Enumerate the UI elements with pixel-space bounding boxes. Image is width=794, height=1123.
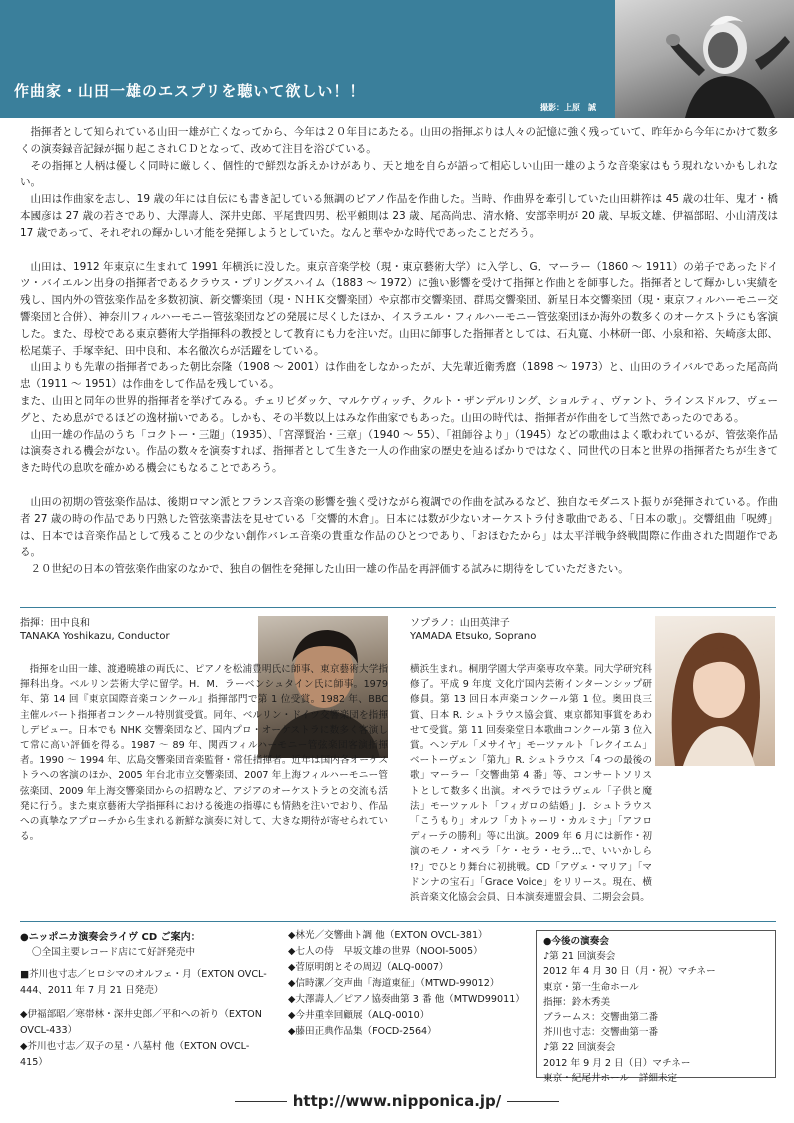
- concerts-heading: ●今後の演奏会: [543, 936, 609, 947]
- discography-list-2: [288, 928, 530, 1040]
- essay-paragraph: 山田の初期の管弦楽作品は、後期ロマン派とフランス音楽の影響を強く受けながら複調での作曲を試みるなど、独自なモダニスト振りが発揮されている。作曲者 27 歳の時の作品であり円熟した管弦楽書法を見せている「交響的木倉」。日本には数が少ないオーケストラ付き歌曲である、「日本の歌」。交響組曲「呪縛」は、日本では音楽作品として残ることの少ない創作バレエ音楽の貴重な作品のひとつであり、「おほむたから」は太平洋戦争終戦間際に作曲された問題作である。: [20, 495, 778, 559]
- conductor-bio: 指揮を山田一雄、渡邉曉雄の両氏に、ピアノを松浦豊明氏に師事、東京藝術大学指揮科出身。ベルリン芸術大学に留学。H．M．ラーベンシュタイン氏に師事。1979 年、第 14 回『東京国際音楽コンクール』指揮部門で第 1 位受賞。1982 年、BBC 主催ルパート指揮者コンクール特別賞受賞。同年、ベルリン・ドイツ交響楽団を指揮しデビュー。日本でも NHK 交響楽団など、国内プロ・オーケストラに数多く客演して常に高い評価を得る。1987 ～ 89 年、関西フィルハーモニー管弦楽団客演指揮者。1990 ～ 1994 年、広島交響楽団音楽監督・常任指揮者。近年は国内各オーケストラへの客演のほか、2005 年台北市立交響楽団、2007 年上海フィルハーモニー管弦楽団、2009 年上海交響楽団からの招聘など、アジアのオーケストラとの交流も活発に行う。また東京藝術大学指揮科における後進の指導にも情熱を注いでおり、作品への真摯なアプローチから生まれる新鮮な演奏に対して、大きな期待が寄せられている。: [20, 664, 388, 843]
- disc-item: ◆芥川也寸志／双子の星・八墓村 他（EXTON OVCL-415）: [20, 1041, 250, 1068]
- disc-item: ◆林光／交響曲ト調 他（EXTON OVCL-381）: [288, 930, 488, 941]
- essay-paragraph: その指揮と人柄は優しく同時に厳しく、個性的で鮮烈な訴えかけがあり、天と地を自らが語って相応しい山田一雄のような音楽家はもう現れないかもしれない。: [20, 159, 778, 189]
- url-dash-right: [507, 1101, 559, 1102]
- concert-line: 東京・紀尾井ホール 詳細未定: [543, 1072, 678, 1084]
- essay-paragraph: 山田は作曲家を志し、19 歳の年には自伝にも書き記している無調のピアノ作品を作曲した。当時、作曲界を牽引していた山田耕筰は 45 歳の壮年、鬼才・橋本國彦は 27 歳の若さであり、大澤壽人、深井史郎、平尾貴四男、松平頼則は 23 歳、尾高尚忠、清水脩、安部幸明が 20 歳、早坂文雄、伊福部昭、小山清茂は 17 歳であって、それぞれの輝かしい才能を発揮しようとしていた。なんと華やかな時代であったことだろう。: [20, 193, 778, 239]
- soprano-role: ソプラノ：山田英津子: [410, 618, 510, 629]
- disc-item: 〇全国主要レコード店にて好評発売中: [32, 947, 196, 958]
- upcoming-concerts: [536, 930, 776, 1084]
- concert-line: 2012 年 4 月 30 日（月・祝）マチネー: [543, 966, 716, 978]
- essay-paragraph: 指揮者として知られている山田一雄が亡くなってから、今年は２０年目にあたる。山田の指揮ぶりは人々の記憶に強く残っていて、昨年から今年にかけて数多くの演奏録音記録が掘り起こされＣＤとなって、改めて注目を浴びている。: [20, 126, 778, 155]
- essay-paragraph: 山田は、1912 年東京に生まれて 1991 年横浜に没した。東京音楽学校（現・東京藝術大学）に入学し、G．マーラー（1860 ～ 1911）の弟子であったドイツ・バイエルン出身の指揮者であるクラウス・プリングスハイム（1883 ～ 1972）に強い影響を受けて指揮と作曲とを師事した。指揮者として輝かしい実績を残し、国内外の管弦楽作品を多数初演、新交響楽団（現・ＮＨＫ交響楽団）や京都市交響楽団、群馬交響楽団、新星日本交響楽団（現・東京フィルハーモニー交響楽団と合併）、神奈川フィルハーモニー管弦楽団などの発展に尽くしたほか、イスラエル・フィルハーモニー管弦楽団ほか海外の数多くのオーケストラにも客演した。また、母校である東京藝術大学指揮科の教授として教育にも力を注いだ。山田に師事した指揮者としては、石丸寛、小林研一郎、小泉和裕、矢崎彦太郎、松尾葉子、手塚幸紀、田中良和、本名徹次らが活躍をしている。: [20, 260, 778, 357]
- disc-item: ◆藤田正典作品集（FOCD-2564）: [288, 1026, 437, 1037]
- page-title: 作曲家・山田一雄のエスプリを聴いて欲しい！！: [14, 82, 366, 100]
- photo-credit: 撮影：上原 誠: [540, 103, 596, 112]
- essay-paragraph: 山田よりも先輩の指揮者であった朝比奈隆（1908 ～ 2001）は作曲をしなかったが、大先輩近衛秀麿（1898 ～ 1973）と、山田のライバルであった尾高尚忠（1911 ～ 1951）は作曲をして作品を残している。: [20, 361, 778, 391]
- essay: [20, 124, 778, 578]
- section-divider: [20, 607, 776, 608]
- concert-line: 東京・第一生命ホール: [543, 981, 639, 993]
- disc-item: ◆菅原明朗とその周辺（ALQ-0007）: [288, 962, 449, 973]
- disc-item: ■芥川也寸志／ヒロシマのオルフェ・月（EXTON OVCL-444、2011 年 7 月 21 日発売）: [20, 969, 267, 996]
- yamada-photo: [655, 616, 775, 766]
- disc-item: ◆伊福部昭／寒帯林・深井史郎／平和への祈り（EXTON OVCL-433）: [20, 1009, 262, 1036]
- discography-heading: ●ニッポニカ演奏会ライヴ CD ご案内：: [20, 932, 201, 943]
- portrait-photo-icon: [655, 616, 775, 766]
- conductor-photo: [615, 0, 794, 118]
- concert-line: ♪第 22 回演奏会: [543, 1042, 616, 1054]
- soprano-name-en: YAMADA Etsuko, Soprano: [410, 631, 537, 642]
- website-link[interactable]: http://www.nipponica.jp/: [292, 1092, 502, 1110]
- footer-url-row: [0, 1092, 794, 1110]
- section-divider: [20, 921, 776, 922]
- conductor-name-en: TANAKA Yoshikazu, Conductor: [20, 631, 170, 642]
- header-banner: [0, 0, 794, 118]
- concert-line: 指揮：鈴木秀美: [543, 996, 611, 1008]
- concert-line: ♪第 21 回演奏会: [543, 951, 616, 963]
- concert-line: ブラームス：交響曲第二番: [543, 1012, 659, 1024]
- discography-list-1: [20, 945, 272, 1071]
- concert-line: 芥川也寸志：交響曲第一番: [543, 1027, 659, 1039]
- disc-item: ◆大澤壽人／ピアノ協奏曲第 3 番 他（MTWD99011）: [288, 994, 525, 1005]
- disc-item: ◆信時潔／交声曲「海道東征」（MTWD-99012）: [288, 978, 500, 989]
- conductor-silhouette-icon: [615, 0, 794, 118]
- url-dash-left: [235, 1101, 287, 1102]
- conductor-role: 指揮：田中良和: [20, 618, 90, 629]
- disc-item: ◆今井重幸回顧展（ALQ-0010）: [288, 1010, 430, 1021]
- essay-paragraph: ２０世紀の日本の管弦楽作曲家のなかで、独自の個性を発揮した山田一雄の作品を再評価する試みに期待をしていただきたい。: [30, 563, 629, 576]
- disc-item: ◆七人の侍 早坂文雄の世界（NOOI-5005）: [288, 946, 483, 957]
- soprano-bio: 横浜生まれ。桐朋学園大学声楽専攻卒業。同大学研究科修了。平成 9 年度 文化庁国内芸術インターンシップ研修員。第 13 回日本声楽コンクール第 1 位。奥田良三賞、日本 R. シュトラウス協会賞、東京都知事賞をあわせて受賞。第 11 回奏楽堂日本歌曲コンクール第 3 位入賞。ヘンデル「メサイヤ」モーツァルト「レクイエム」ベートーヴェン「第九」R. シュトラウス「4 つの最後の歌」マーラー「交響曲第 4 番」等、コンサートソリストとして数多く出演。オペラではラヴェル「子供と魔法」モーツァルト「フィガロの結婚」J．シュトラウス「こうもり」オルフ「カトゥーリ・カルミナ」「アフロディーテの勝利」等に出演。2009 年 6 月には新作・初演のモノ・オペラ「ケ・セラ・セラ…で、いいかしら !?」でひとり舞台に初挑戦。CD「アヴェ・マリア」「マドンナの宝石」「Grace Voice」をリリース。現在、横浜音楽文化協会会員、日本演奏連盟会員、二期会会員。: [410, 664, 652, 904]
- essay-paragraph: また、山田と同年の世界的指揮者を挙げてみる。チェリビダッケ、マルケヴィッチ、クルト・ザンデルリング、ショルティ、ヴァント、ラインスドルフ、ヴェーグと、ため息がでるほどの逸材揃いである。しかも、その半数以上はみな作曲家でもあった。山田の時代は、指揮者が作曲をして当然であったのである。: [20, 394, 778, 424]
- concert-line: 2012 年 9 月 2 日（日）マチネー: [543, 1057, 691, 1069]
- essay-paragraph: 山田一雄の作品のうち「コクトー・三題」（1935）、「宮澤賢治・三章」（1940 ～ 55）、「祖師谷より」（1945）などの歌曲はよく歌われているが、管弦楽作品は演奏される機会がない。作品の数々を演奏すれば、指揮者として生きた一人の作曲家の歴史を辿るばかりではなく、同世代の日本と世界の指揮者たちが生きてきた時代の息吹を確かめる機会にもなることであろう。: [20, 428, 778, 475]
